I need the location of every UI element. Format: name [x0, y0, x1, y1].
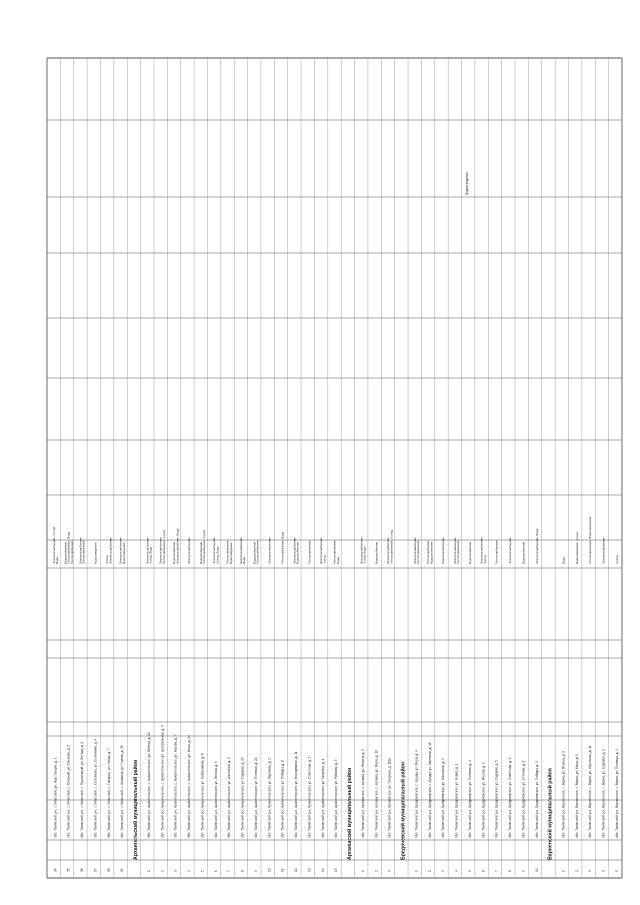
row-address: обл. Томинский р-н, Аргаяшское, с. Аргаяш, ул. Мира, д. 10: [374, 750, 379, 838]
row-utility-type: Водоснабжение: [198, 541, 203, 564]
row-number: 1: [414, 870, 419, 872]
row-number: 2: [574, 870, 579, 872]
row-number: 2: [427, 870, 432, 872]
row-number: 10: [534, 868, 539, 872]
row-number: 34: [53, 868, 58, 872]
row-address: обл. Томинский р-н, с. Миасский, ул. Ж/д станция, д. 1: [53, 757, 58, 838]
row-address: обл. Томинский р-н, с. Миасский, с. Озерный, ул. Озерная, д. 5: [66, 744, 71, 838]
row-number: 8: [508, 870, 513, 872]
row-utility-type: Водоотведение: [121, 542, 126, 564]
row-utility-type: Холод: [105, 555, 110, 564]
row-address: обл. Томинский р-н, Бредочевское, с. Бреды, ул. Заречная, д. 16: [427, 742, 432, 838]
row-number: 3: [387, 870, 392, 872]
row-utility-type: Холод, Вода: [362, 546, 367, 564]
row-address: обл. Томинский р-н, Варненское, с. Варна, ул. Садовая, д. 1: [601, 749, 606, 838]
row-utility-type: Водоснабжение: [172, 541, 177, 564]
row-number: 1: [360, 870, 365, 872]
row-address: обл. Томинский р-н, с. Миасский, с. Приозерный, ул. Лесная, д. 2: [80, 741, 85, 838]
row-address: обл. Томинский р-н, Архангельское, с. Архангельское, ул. Кирова, д. 7: [173, 734, 178, 838]
row-utility-type: Электроснабжение: [267, 537, 272, 564]
row-utility-type: Теплоснабжение, Водоснабжение: [588, 516, 593, 564]
row-utility-type: Водоснабжение: [295, 541, 300, 564]
row-address: обл. Томинский р-н, Бредочевское, ул. Советская, д. 2: [508, 757, 513, 838]
row-number: 8: [240, 870, 245, 872]
row-number: 36: [80, 868, 85, 872]
row-address: обл. Томинский р-н, Аргаяшское, с. Аргаяш, ул. Ленина, д. 2: [360, 749, 365, 838]
row-number: 2: [160, 870, 165, 872]
row-address: обл. Томинский р-н, Архангельское, ул. Советская, д. 5: [307, 756, 312, 838]
row-utility-type: Электроснабжение: [118, 537, 123, 564]
row-address: обл. Томинский р-н, Архангельское, ул. Школьная, д. 3: [227, 757, 232, 838]
row-number: 7: [227, 870, 232, 872]
row-address: обл. Томинский р-н, Варненское, с. Варна, ул. Ленина, д. 2: [561, 750, 566, 838]
row-utility-type: Вода: [561, 556, 566, 564]
row-address: обл. Томинский р-н, Архангельское, ул. Набережная, д. 6: [200, 753, 205, 838]
row-number: 3: [441, 870, 446, 872]
row-utility-type: Теплоснабжение, Вода: [280, 531, 285, 564]
row-utility-type: Электроснабжение: [212, 537, 217, 564]
row-number: 12: [294, 868, 299, 872]
row-utility-type: Теплоснабжение: [307, 540, 312, 564]
row-number: 10: [267, 868, 272, 872]
row-number: 5: [467, 870, 472, 872]
row-utility-type: Теплоснабжение, Вода: [66, 531, 71, 564]
row-utility-type: Электроснабжение: [508, 537, 513, 564]
row-address: обл. Томинский р-н, Варненское, с. Варна, ул. Школьная, д. 11: [588, 745, 593, 838]
row-utility-type: Электроснабжение: [78, 537, 83, 564]
row-utility-type: Холод, Вода: [148, 546, 153, 564]
row-number: 4: [454, 870, 459, 872]
row-address: обл. Томинский р-н, с. Миасский, с. Тимиряз., ул. Новая, д. 7: [106, 748, 111, 838]
row-utility-type: Теплоснабжение, Холод: [389, 530, 394, 564]
row-number: 3: [173, 870, 178, 872]
row-utility-type: Электроснабжение: [452, 537, 457, 564]
row-number: 6: [213, 870, 218, 872]
row-address: обл. Томинский р-н, Архангельское, ул. Лесная, д. 9: [213, 761, 218, 838]
row-number: 7: [494, 870, 499, 872]
row-number: 9: [253, 870, 258, 872]
row-utility-type: Электроснабжение: [187, 537, 192, 564]
row-utility-type: Электроснабжение: [319, 537, 324, 564]
row-utility-type: Водоотведение, Холод: [574, 532, 579, 564]
row-address: обл. Томинский р-н, Архангельское, ул. Молодежная, д. 11: [294, 751, 299, 838]
row-number: 5: [614, 870, 619, 872]
row-address: обл. Томинский р-н, Варненское, с. Варна, ул. Полевая, д. 4: [614, 749, 619, 838]
row-utility-type: Теплоснабжение, Холод: [161, 530, 166, 564]
row-number: 14: [320, 868, 325, 872]
row-address: обл. Томинский р-н, Бредочевское, ул. Садовая, д. 5: [494, 760, 499, 838]
table-content: [52, 172, 619, 872]
row-address: обл. Томинский р-н, Архангельское, ул. Гагарина, д. 1: [320, 758, 325, 838]
row-utility-type: Вода: [54, 556, 59, 564]
row-utility-type: Теплоснабжение: [69, 540, 74, 564]
row-utility-type: Электроснабжение: [292, 537, 297, 564]
section-heading: Архангельский муниципальный район: [132, 759, 139, 860]
row-number: 13: [307, 868, 312, 872]
row-address: обл. Томинский р-н, Архангельское, ул. Полевая, д. 21: [253, 757, 258, 838]
row-address: обл. Томинский р-н, Варненское, с. Варна, ул. Мира, д. 5: [574, 753, 579, 838]
row-address: обл. Томинский р-н, Архангельское, ул. Садовая, д. 15: [240, 757, 245, 838]
row-address: обл. Томинский р-н, Бредочевское, ул. Новая, д. 1: [454, 763, 459, 838]
row-address: обл. Томинский р-н, Архангельское, с. Архангельское, ул. Мира, д. 14: [187, 735, 192, 838]
row-utility-type: Электроснабжение: [238, 537, 243, 564]
side-note: Водоотведение: [465, 172, 469, 195]
row-utility-type: Водоснабжение: [521, 541, 526, 564]
row-utility-type: Электроснабжение: [601, 537, 606, 564]
row-address: обл. Томинский р-н, Архангельское, с. Архангельское, ул. Ленина, д. 12: [146, 732, 151, 838]
row-utility-type: Водоснабжение: [63, 541, 68, 564]
row-utility-type: Электроснабжение, Холод: [51, 526, 56, 564]
table-grid: [47, 58, 622, 878]
row-utility-type: Электроснабжение: [359, 537, 364, 564]
row-utility-type: Водоотведение: [228, 542, 233, 564]
row-utility-type: Электроснабжение: [479, 537, 484, 564]
row-utility-type: Водоснабжение: [467, 541, 472, 564]
row-utility-type: Вода: [242, 556, 247, 564]
row-utility-type: Вода: [335, 556, 340, 564]
row-utility-type: Электроснабжение: [108, 537, 113, 564]
row-number: 37: [93, 868, 98, 872]
row-utility-type: Электроснабжение, Вода: [175, 528, 180, 564]
row-utility-type: Электроснабжение: [145, 537, 150, 564]
row-number: 3: [588, 870, 593, 872]
row-number: 9: [521, 870, 526, 872]
row-utility-type: Теплоснабжение: [494, 540, 499, 564]
row-utility-type: Теплоснабжение: [426, 540, 431, 564]
row-number: 2: [374, 870, 379, 872]
row-number: 4: [601, 870, 606, 872]
row-address: обл. Томинский р-н, Бредочевское, ул. Лесная, д. 9: [481, 762, 486, 838]
row-utility-type: Водоснабжение: [252, 541, 257, 564]
row-utility-type: Водоотведение: [93, 542, 98, 564]
row-utility-type: Электроснабжение, Вода: [534, 528, 539, 564]
row-utility-type: Электроснабжение: [386, 537, 391, 564]
row-number: 15: [334, 868, 339, 872]
row-utility-type: Теплоснабжение: [81, 540, 86, 564]
row-address: обл. Томинский р-н, Бредочевское, ул. Полевая, д. 4: [467, 760, 472, 838]
row-utility-type: Теплоснабжение: [416, 540, 421, 564]
row-number: 5: [200, 870, 205, 872]
row-address: обл. Томинский р-н, Бредочевское, ул. Победы, д. 3: [534, 761, 539, 838]
row-utility-type: Теплоснабжение: [255, 540, 260, 564]
row-address: обл. Томинский р-н, с. Миасский, с. Шимаков, ул. Горная, д. 30: [120, 745, 125, 838]
row-utility-type: Теплоснабжение: [332, 540, 337, 564]
row-utility-type: Теплоснабжение: [225, 540, 230, 564]
row-utility-type: Холод: [322, 555, 327, 564]
row-utility-type: Водоснабжение: [429, 541, 434, 564]
row-utility-type: Электроснабжение: [158, 537, 163, 564]
section-heading: Бредочевский муниципальный район: [400, 762, 407, 860]
row-utility-type: Холод: [482, 555, 487, 564]
row-number: 11: [280, 868, 285, 872]
row-number: 6: [481, 870, 486, 872]
section-heading: Варненский муниципальный район: [547, 768, 554, 860]
row-address: обл. Томинский р-н, Бредочевское, с. Бреды, ул. Мира, д. 4: [414, 750, 419, 838]
section-heading: Аргаяшский муниципальный район: [346, 767, 353, 860]
row-utility-type: Электроснабжение: [441, 537, 446, 564]
row-utility-type: Электроснабжение: [412, 537, 417, 564]
row-address: обл. Томинский р-н, Архангельское, ул. Победы, д. 8: [280, 760, 285, 838]
row-utility-type: Водоснабжение: [374, 541, 379, 564]
row-address: обл. Томинский р-н, Аргаяшское, ул. Гагарина, д. 111а: [387, 758, 392, 838]
row-number: 1: [146, 870, 151, 872]
row-number: 1: [561, 870, 566, 872]
row-utility-type: Холод: [614, 555, 619, 564]
row-number: 39: [120, 868, 125, 872]
row-address: обл. Томинский р-н, с. Миасский, с. Селезнево, ул. Солнечная, д. 4: [93, 738, 98, 838]
row-address: обл. Томинский р-н, Бредочевское, ул. Степная, д. 6: [521, 760, 526, 838]
row-number: 4: [187, 870, 192, 872]
row-address: обл. Томинский р-н, Архангельское, ул. Рабочая, д. 5: [334, 759, 339, 838]
row-number: 38: [106, 868, 111, 872]
row-utility-type: Теплоснабжение, Холод: [202, 530, 207, 564]
row-number: 35: [66, 868, 71, 872]
row-address: обл. Томинский р-н, Бредочевское, ул. Школьная, д. 3: [441, 758, 446, 838]
row-address: обл. Томинский р-н, Архангельское, с. Архангельское, ул. Центральная, д. 4: [160, 725, 165, 838]
row-utility-type: Теплоснабжение: [456, 540, 461, 564]
row-address: обл. Томинский р-н, Архангельское, ул. Заречная, д. 2: [267, 757, 272, 838]
row-utility-type: Холод, Вода: [215, 546, 220, 564]
